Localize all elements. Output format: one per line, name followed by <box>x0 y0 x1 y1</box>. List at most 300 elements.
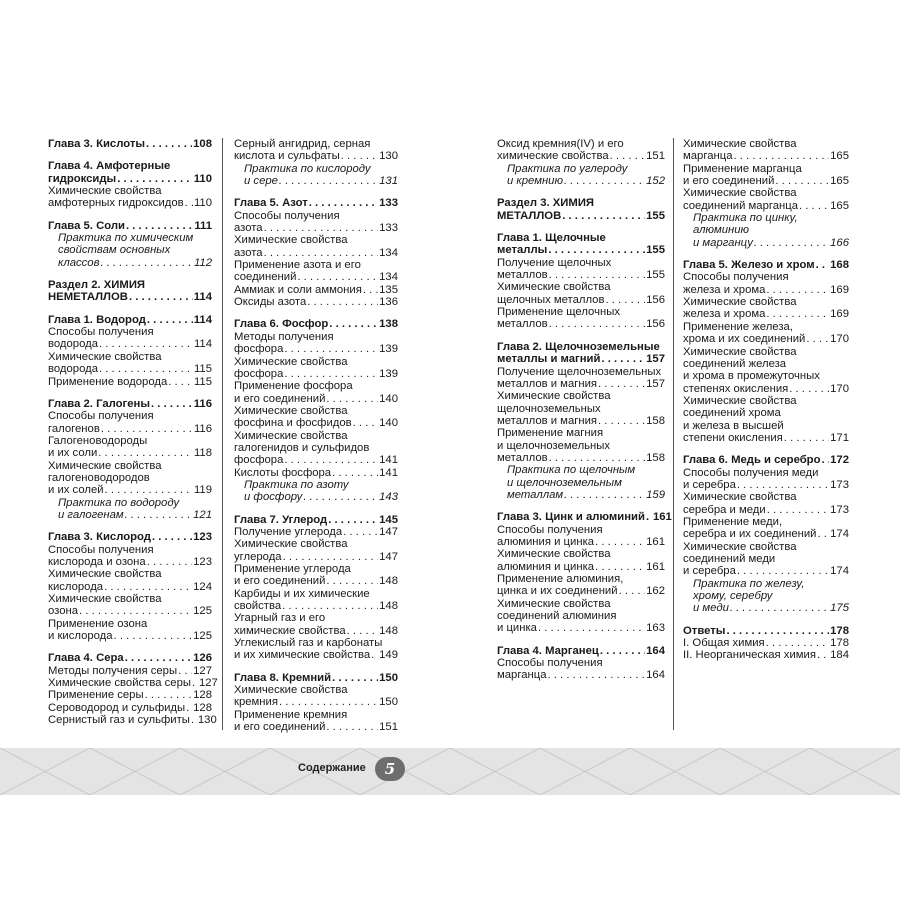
toc-group <box>497 341 665 501</box>
toc-entry-text: Угарный газ и его <box>234 612 326 625</box>
toc-entry[interactable] <box>48 173 212 185</box>
dot-leader <box>347 625 379 637</box>
toc-entry[interactable] <box>234 271 398 283</box>
dot-leader <box>789 383 829 395</box>
dot-leader <box>598 415 645 427</box>
dot-leader <box>562 210 645 222</box>
toc-entry-text: Практика по щелочным <box>507 464 636 477</box>
dot-leader <box>822 454 830 466</box>
toc-entry[interactable] <box>683 649 849 661</box>
toc-entry[interactable] <box>48 714 217 727</box>
toc-entry-title: и серебра <box>683 565 736 578</box>
toc-entry-title: классов <box>58 256 100 269</box>
toc-group <box>234 138 398 187</box>
toc-entry[interactable] <box>234 514 398 526</box>
toc-entry-text: Химические свойства <box>683 187 797 200</box>
toc-page-number: 149 <box>379 649 398 662</box>
toc-entry[interactable] <box>683 175 849 187</box>
toc-entry-title: металлов и магния <box>497 377 598 390</box>
dot-leader <box>646 511 652 523</box>
toc-entry[interactable] <box>234 417 398 429</box>
toc-entry[interactable] <box>48 630 212 642</box>
toc-entry[interactable] <box>234 175 398 187</box>
toc-entry[interactable] <box>683 432 849 444</box>
toc-entry[interactable] <box>497 561 665 573</box>
toc-entry[interactable] <box>683 308 849 320</box>
dot-leader <box>726 625 829 637</box>
toc-entry-text: Способы получения <box>497 523 603 536</box>
toc-entry[interactable] <box>234 393 398 405</box>
toc-page-number: 127 <box>193 664 212 677</box>
toc-entry-text: Применение углерода <box>234 563 351 575</box>
dot-leader <box>326 721 378 733</box>
toc-entry[interactable] <box>234 672 398 684</box>
dot-leader <box>332 672 378 684</box>
dot-leader <box>99 338 193 350</box>
toc-group <box>48 160 212 209</box>
toc-page-number: 164 <box>646 669 665 682</box>
page-number-badge: 5 <box>375 757 405 781</box>
dot-leader <box>816 259 830 271</box>
dot-leader <box>303 491 378 503</box>
dot-leader <box>168 376 193 388</box>
toc-entry[interactable] <box>683 259 849 271</box>
toc-page-number: 157 <box>646 353 665 366</box>
toc-entry-title: марганца <box>683 150 733 163</box>
toc-entry-title: Глава 6. Фосфор <box>234 318 329 331</box>
toc-entry-title: кремния <box>234 696 278 709</box>
dot-leader <box>307 296 378 308</box>
dot-leader <box>129 291 193 303</box>
toc-entry[interactable] <box>48 376 212 388</box>
toc-page-number: 157 <box>646 377 665 390</box>
toc-entry[interactable] <box>234 721 398 733</box>
toc-group <box>48 531 212 642</box>
toc-page-number: 124 <box>193 580 212 593</box>
toc-entry-text: Применение меди, <box>683 515 783 528</box>
toc-entry-title: степенях окисления <box>683 382 789 395</box>
toc-entry-text: и хрома в промежуточных <box>683 370 820 383</box>
dot-leader <box>309 197 378 209</box>
toc-entry[interactable] <box>234 600 398 612</box>
toc-entry-text: соединений алюминия <box>497 610 617 623</box>
toc-entry-text: Методы получения <box>234 330 334 343</box>
toc-entry-title: щелочных металлов <box>497 293 605 306</box>
toc-entry-title: и кремнию <box>507 175 563 188</box>
toc-page-number: 133 <box>379 222 398 235</box>
dot-leader <box>100 257 193 269</box>
toc-page-number: 178 <box>830 637 849 650</box>
toc-group <box>497 197 665 222</box>
toc-entry[interactable] <box>48 291 212 303</box>
dot-leader <box>754 237 829 249</box>
toc-group <box>683 138 849 249</box>
toc-group <box>683 625 849 662</box>
toc-page-number: 128 <box>193 689 212 702</box>
toc-entry[interactable] <box>683 479 849 491</box>
toc-entry[interactable] <box>48 484 212 496</box>
footer-section-label: Содержание <box>298 762 366 774</box>
toc-entry[interactable] <box>683 150 849 162</box>
toc-entry[interactable] <box>497 645 665 657</box>
dot-leader <box>817 649 829 661</box>
toc-entry-text: Практика по цинку, <box>693 212 798 225</box>
toc-entry[interactable] <box>48 338 212 350</box>
dot-leader <box>737 479 829 491</box>
dot-leader <box>766 637 829 649</box>
dot-leader <box>547 669 645 681</box>
toc-entry-title: Глава 5. Железо и хром <box>683 259 815 272</box>
toc-entry-title: Глава 7. Углерод <box>234 513 328 526</box>
toc-entry[interactable] <box>234 222 398 234</box>
dot-leader <box>610 150 646 162</box>
toc-entry-text: Химические свойства <box>234 234 348 247</box>
toc-entry[interactable] <box>683 637 849 649</box>
toc-entry[interactable] <box>234 454 398 466</box>
toc-page-number: 174 <box>830 565 849 578</box>
toc-entry-title: марганца <box>497 669 547 682</box>
toc-page-number: 140 <box>379 417 398 430</box>
toc-entry-title: свойства <box>234 600 282 613</box>
toc-page-number: 166 <box>830 236 849 249</box>
toc-entry-text: Химические свойства <box>683 296 797 309</box>
toc-entry-text: Химические свойства <box>497 390 611 403</box>
toc-page-number: 123 <box>193 531 212 544</box>
toc-entry-text: Химические свойства <box>683 138 797 150</box>
dot-leader <box>282 600 378 612</box>
toc-page-number: 161 <box>646 560 665 573</box>
toc-entry[interactable] <box>497 452 665 464</box>
toc-entry-title: Глава 4. Марганец <box>497 644 599 657</box>
dot-leader <box>341 150 378 162</box>
dot-leader <box>284 368 378 380</box>
toc-entry-title: фосфина и фосфидов <box>234 417 352 430</box>
toc-page-number: 147 <box>379 550 398 563</box>
toc-entry-title: и фосфору <box>244 491 303 504</box>
toc-group <box>234 318 398 503</box>
toc-entry-text: Глава 1. Щелочные <box>497 232 606 245</box>
toc-entry-text: соединений хрома <box>683 407 781 420</box>
toc-page-number: 163 <box>646 622 665 635</box>
toc-entry[interactable] <box>48 652 212 664</box>
toc-entry[interactable] <box>234 368 398 380</box>
toc-group <box>497 511 672 635</box>
toc-entry[interactable] <box>683 333 849 345</box>
toc-entry-text: Химические свойства <box>234 404 348 417</box>
toc-page-number: 111 <box>194 219 212 232</box>
toc-page-number: 114 <box>193 291 212 304</box>
toc-entry[interactable] <box>497 622 665 634</box>
toc-entry[interactable] <box>234 467 398 479</box>
toc-group <box>497 232 665 331</box>
toc-entry-title: Глава 6. Медь и серебро <box>683 454 821 467</box>
toc-page-number: 125 <box>193 630 212 643</box>
toc-entry[interactable] <box>497 269 665 281</box>
dot-leader <box>730 602 829 614</box>
toc-page-number: 165 <box>830 150 849 163</box>
toc-entry[interactable] <box>683 454 849 466</box>
toc-entry-title: металлы и магний <box>497 353 601 366</box>
toc-entry-title: МЕТАЛЛОВ <box>497 209 562 222</box>
toc-entry-text: Химические свойства <box>234 355 348 368</box>
toc-page-number: 128 <box>193 701 212 714</box>
toc-entry[interactable] <box>497 511 672 524</box>
toc-page-number: 169 <box>830 283 849 296</box>
toc-entry[interactable] <box>497 353 665 365</box>
toc-entry-title: кислота и сульфаты <box>234 150 340 163</box>
toc-page-number: 169 <box>830 308 849 321</box>
toc-entry[interactable] <box>497 244 665 256</box>
toc-entry-title: металлам <box>507 488 564 501</box>
toc-entry[interactable] <box>234 575 398 587</box>
toc-entry[interactable] <box>234 284 398 296</box>
toc-entry-title: азота <box>234 246 263 259</box>
toc-group <box>48 138 212 150</box>
toc-page-number: 156 <box>646 318 665 331</box>
toc-entry[interactable] <box>48 702 212 714</box>
toc-entry[interactable] <box>48 665 212 677</box>
dot-leader <box>598 378 645 390</box>
toc-entry-title: Оксиды азота <box>234 296 307 309</box>
dot-leader <box>564 489 645 501</box>
toc-entry-text: Практика по углероду <box>507 162 628 175</box>
toc-entry[interactable] <box>48 677 218 690</box>
dot-leader <box>104 581 192 593</box>
toc-entry-title: галогенов <box>48 422 100 435</box>
toc-entry-title: водорода <box>48 338 98 351</box>
toc-page-number: 114 <box>193 313 212 326</box>
toc-entry[interactable] <box>234 491 398 503</box>
toc-entry[interactable] <box>683 602 849 614</box>
toc-entry[interactable] <box>48 689 212 701</box>
toc-entry-title: цинка и их соединений <box>497 585 618 598</box>
toc-entry-title: Глава 3. Кислоты <box>48 138 146 150</box>
toc-entry[interactable] <box>48 220 212 232</box>
toc-entry[interactable] <box>497 669 665 681</box>
toc-entry[interactable] <box>234 197 398 209</box>
toc-entry[interactable] <box>48 138 212 150</box>
dot-leader <box>363 284 378 296</box>
toc-entry[interactable] <box>497 585 665 597</box>
dot-leader <box>101 423 193 435</box>
toc-entry-title: металлов <box>497 318 548 331</box>
toc-entry-text: Практика по химическим <box>58 232 194 245</box>
dot-leader <box>147 556 192 568</box>
toc-entry-title: и его соединений <box>683 175 775 188</box>
toc-entry-text: Применение азота и его <box>234 259 361 272</box>
toc-entry[interactable] <box>48 398 212 410</box>
toc-page-number: 155 <box>646 269 665 282</box>
dot-leader <box>538 622 645 634</box>
toc-entry-title: и сере <box>244 175 278 188</box>
toc-entry-title: Глава 3. Кислород <box>48 531 151 544</box>
toc-entry[interactable] <box>48 423 212 435</box>
toc-entry-text: Применение фосфора <box>234 380 353 393</box>
toc-page-number: 112 <box>193 256 212 269</box>
toc-entry-text: Практика по азоту <box>244 478 349 491</box>
toc-entry[interactable] <box>683 200 849 212</box>
toc-page-number: 130 <box>197 714 217 727</box>
toc-entry[interactable] <box>497 318 665 330</box>
dot-leader <box>326 393 378 405</box>
toc-entry-title: Химические свойства серы <box>48 677 191 690</box>
toc-page-number: 155 <box>646 209 665 222</box>
toc-page-number: 108 <box>193 138 212 150</box>
toc-group <box>497 138 665 187</box>
toc-page-number: 138 <box>379 318 398 331</box>
toc-page-number: 147 <box>379 525 398 538</box>
toc-entry[interactable] <box>234 247 398 259</box>
toc-entry-text: соединений меди <box>683 553 776 565</box>
dot-leader <box>784 432 829 444</box>
dot-leader <box>595 536 645 548</box>
toc-entry-text: щелочноземельных <box>497 402 601 415</box>
dot-leader <box>152 531 192 543</box>
toc-entry[interactable] <box>48 314 212 326</box>
toc-entry[interactable] <box>48 257 212 269</box>
toc-entry[interactable] <box>48 447 212 459</box>
toc-page-number: 143 <box>379 491 398 504</box>
toc-entry-title: фосфора <box>234 367 284 380</box>
toc-page-number: 156 <box>646 293 665 306</box>
toc-group <box>48 220 212 269</box>
toc-entry[interactable] <box>497 175 665 187</box>
toc-page-number: 119 <box>193 484 212 497</box>
toc-entry[interactable] <box>48 556 212 568</box>
toc-entry[interactable] <box>234 649 398 661</box>
toc-entry-title: углерода <box>234 550 282 563</box>
toc-entry-title: Кислоты фосфора <box>234 466 332 479</box>
toc-entry-title: кислорода <box>48 580 104 593</box>
toc-entry-title: Методы получения серы <box>48 664 178 677</box>
toc-entry[interactable] <box>683 565 849 577</box>
toc-page-number: 130 <box>379 150 398 163</box>
toc-entry[interactable] <box>497 150 665 162</box>
toc-entry-title: и его соединений <box>234 392 326 405</box>
toc-entry-title: металлы <box>497 244 548 257</box>
toc-page-number: 171 <box>830 431 849 444</box>
toc-entry[interactable] <box>497 294 665 306</box>
toc-page-number: 173 <box>830 503 849 516</box>
toc-entry-title: Глава 4. Сера <box>48 652 124 665</box>
dot-leader <box>186 702 192 714</box>
toc-entry-title: соединений <box>234 271 297 284</box>
toc-entry-title: и его соединений <box>234 575 326 588</box>
toc-entry-text: Серный ангидрид, серная <box>234 138 371 150</box>
toc-entry-title: Получение углерода <box>234 525 343 538</box>
toc-page-number: 184 <box>830 649 849 662</box>
dot-leader <box>146 138 192 150</box>
toc-entry-text: Химические свойства <box>48 350 162 363</box>
dot-leader <box>806 333 829 345</box>
toc-entry[interactable] <box>683 237 849 249</box>
toc-entry-title: Аммиак и соли аммония <box>234 283 362 296</box>
toc-entry[interactable] <box>497 489 665 501</box>
toc-page-number: 133 <box>379 197 398 210</box>
toc-entry[interactable] <box>48 509 212 521</box>
toc-page-number: 161 <box>646 535 665 548</box>
toc-entry[interactable] <box>683 625 849 637</box>
toc-page-number: 170 <box>830 333 849 346</box>
toc-entry-title: озона <box>48 605 79 618</box>
toc-page-number: 110 <box>193 197 212 210</box>
toc-entry[interactable] <box>234 318 398 330</box>
toc-entry[interactable] <box>683 528 849 540</box>
toc-page-number: 116 <box>193 397 212 410</box>
toc-entry-text: Химические свойства <box>683 540 797 553</box>
toc-entry[interactable] <box>234 526 398 538</box>
toc-page-number: 127 <box>198 677 218 690</box>
toc-page-number: 162 <box>646 585 665 598</box>
toc-entry-text: Применение озона <box>48 617 148 630</box>
toc-entry-title: Глава 2. Галогены <box>48 397 151 410</box>
toc-page-number: 148 <box>379 575 398 588</box>
dot-leader <box>283 551 379 563</box>
toc-entry-text: Практика по железу, <box>693 577 805 590</box>
toc-entry[interactable] <box>497 378 665 390</box>
footer-diamond-pattern <box>0 748 900 795</box>
toc-entry[interactable] <box>497 210 665 222</box>
toc-entry[interactable] <box>497 536 665 548</box>
toc-entry-text: Карбиды и их химические <box>234 587 370 600</box>
toc-group <box>683 454 849 614</box>
toc-page-number: 173 <box>830 478 849 491</box>
dot-leader <box>126 220 193 232</box>
toc-page-number: 114 <box>193 338 212 351</box>
toc-page-number: 161 <box>652 511 672 524</box>
toc-entry[interactable] <box>48 605 212 617</box>
toc-entry-title: фосфора <box>234 343 284 356</box>
toc-entry-text: Оксид кремния(IV) и его <box>497 138 624 150</box>
dot-leader <box>328 514 378 526</box>
toc-page-number: 136 <box>379 296 398 309</box>
toc-entry[interactable] <box>48 363 212 375</box>
toc-entry[interactable] <box>234 296 398 308</box>
toc-group <box>48 279 212 304</box>
toc-page-number: 123 <box>193 555 212 568</box>
toc-entry-title: водорода <box>48 363 98 376</box>
toc-entry-text: Химические свойства <box>48 185 162 198</box>
toc-entry-title: и меди <box>693 602 729 615</box>
toc-entry[interactable] <box>683 383 849 395</box>
toc-entry[interactable] <box>683 504 849 516</box>
toc-entry-text: Получение щелочноземельных <box>497 365 662 378</box>
toc-entry-text: Способы получения <box>48 326 154 339</box>
toc-entry[interactable] <box>48 197 212 209</box>
toc-page-number: 126 <box>193 652 212 665</box>
toc-page-number: 168 <box>830 259 849 272</box>
dot-leader <box>284 454 378 466</box>
dot-leader <box>605 294 645 306</box>
toc-entry[interactable] <box>48 581 212 593</box>
toc-entry[interactable] <box>234 625 398 637</box>
toc-entry-title: железа и хрома <box>683 283 766 296</box>
toc-entry-text: Химические свойства <box>497 548 611 561</box>
toc-entry[interactable] <box>234 696 398 708</box>
toc-page-number: 164 <box>646 644 665 657</box>
dot-leader <box>125 509 192 521</box>
toc-entry[interactable] <box>234 343 398 355</box>
toc-entry-title: амфотерных гидроксидов <box>48 197 184 210</box>
toc-column-1 <box>48 138 218 736</box>
toc-entry[interactable] <box>234 150 398 162</box>
toc-entry[interactable] <box>683 284 849 296</box>
toc-entry-text: Применение магния <box>497 427 604 440</box>
toc-entry[interactable] <box>48 531 212 543</box>
toc-entry[interactable] <box>234 551 398 563</box>
toc-page-number: 131 <box>379 175 398 188</box>
toc-entry[interactable] <box>497 415 665 427</box>
